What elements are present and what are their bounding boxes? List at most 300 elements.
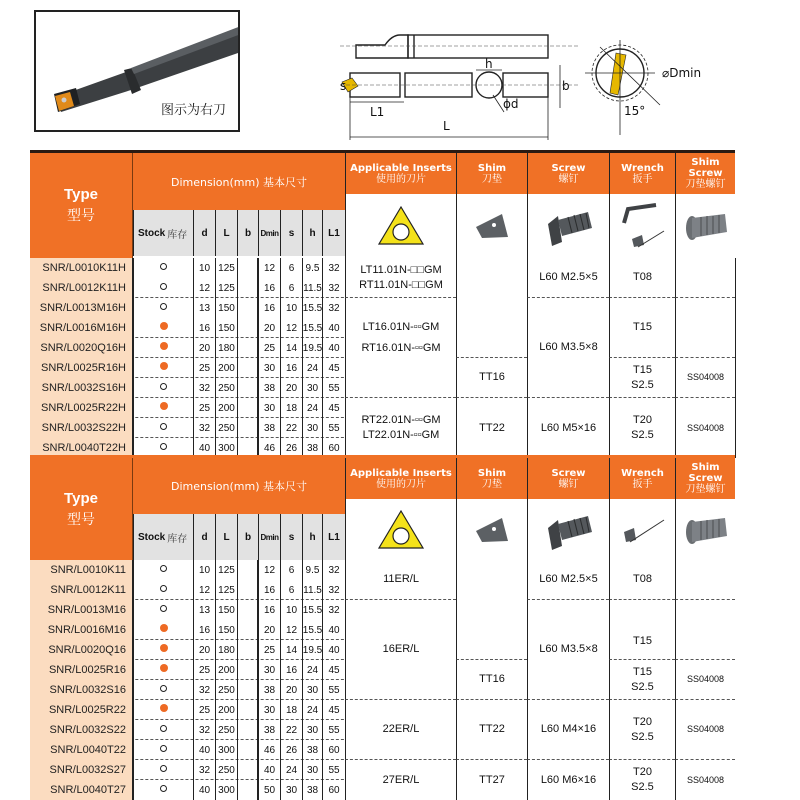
dim-l1: 55	[322, 680, 345, 700]
label-b: b	[562, 79, 570, 93]
dim-b	[237, 580, 258, 600]
dim-b	[237, 560, 258, 580]
dim-s: 26	[280, 438, 302, 458]
dim-d: 40	[193, 780, 215, 800]
inserts-group-22	[345, 700, 456, 760]
wrench-code: T20	[633, 414, 652, 426]
dim-s: 10	[280, 600, 302, 620]
screw-header	[527, 153, 609, 194]
dim-l1: 60	[322, 740, 345, 760]
wrench-group-4	[609, 700, 675, 760]
shim-screw-group-5	[675, 760, 735, 800]
holder-table-1	[30, 150, 735, 458]
dim-l1: 60	[322, 780, 345, 800]
col-header-l: L	[215, 514, 237, 560]
screw-code: L60 M2.5×5	[539, 271, 598, 283]
shim-tt22	[456, 398, 527, 458]
shim-header-zh: 刀垫	[482, 173, 502, 185]
dim-d: 25	[193, 700, 215, 720]
insert-code: 16ER/L	[382, 643, 420, 655]
col-header-l1: L1	[322, 210, 345, 256]
dim-l1: 55	[322, 378, 345, 398]
holder-table-2	[30, 458, 735, 800]
dim-d: 40	[193, 740, 215, 760]
dimension-header: Dimension(mm) 基本尺寸	[133, 458, 345, 514]
wrench-code: T15	[633, 321, 652, 333]
type-header-zh: 型号	[67, 208, 95, 224]
dim-h: 24	[302, 660, 322, 680]
insert-code: 22ER/L	[382, 723, 420, 735]
in-stock-dot-icon	[160, 342, 168, 350]
shim-code: TT16	[479, 673, 505, 685]
col-header-l1: L1	[322, 514, 345, 560]
dim-h: 30	[302, 378, 322, 398]
type-code: SNR/L0013M16H	[30, 298, 133, 318]
shim-screw-image-cell	[675, 499, 735, 560]
insert-code: RT16.01N-▫▫GM	[361, 341, 441, 354]
dim-dmin: 46	[258, 438, 280, 458]
wrench-code: T08	[633, 271, 652, 283]
out-of-stock-circle-icon	[160, 765, 167, 772]
dim-l: 180	[215, 640, 237, 660]
dim-s: 12	[280, 318, 302, 338]
insert-icon	[376, 508, 426, 552]
dim-l: 200	[215, 660, 237, 680]
stock-cell	[133, 720, 193, 740]
out-of-stock-circle-icon	[160, 383, 167, 390]
inserts-group-11	[345, 258, 456, 298]
dim-dmin: 25	[258, 640, 280, 660]
shim-screw-header-en: Shim Screw	[688, 462, 723, 484]
screw-code: L60 M5×16	[540, 421, 597, 434]
dim-l: 125	[215, 258, 237, 278]
shim-screw-header	[675, 458, 735, 499]
dim-b	[237, 278, 258, 298]
wrench-code: T20	[633, 766, 652, 778]
out-of-stock-circle-icon	[160, 283, 167, 290]
label-h: h	[485, 57, 493, 71]
type-code: SNR/L0013M16	[30, 600, 133, 620]
dim-l: 125	[215, 278, 237, 298]
out-of-stock-circle-icon	[160, 685, 167, 692]
wrench-group-1	[609, 560, 675, 600]
label-l: L	[443, 119, 450, 133]
stock-header-zh: 库存	[167, 229, 188, 241]
screw-code: L60 M3.5×8	[539, 341, 598, 353]
dim-s: 12	[280, 620, 302, 640]
out-of-stock-circle-icon	[160, 423, 167, 430]
dim-l1: 45	[322, 398, 345, 418]
screw-group-1	[527, 560, 609, 600]
dim-b	[237, 258, 258, 278]
shim-tt27	[456, 760, 527, 800]
type-code: SNR/L0020Q16H	[30, 338, 133, 358]
label-dmin: ⌀Dmin	[662, 66, 702, 80]
type-header-zh: 型号	[67, 511, 95, 528]
dim-b	[237, 338, 258, 358]
dim-b	[237, 780, 258, 800]
dim-h: 11.5	[302, 278, 322, 298]
dim-l1: 60	[322, 438, 345, 458]
inserts-header-zh: 使用的刀片	[376, 173, 426, 185]
wrench-icon	[618, 201, 668, 251]
type-code: SNR/L0020Q16	[30, 640, 133, 660]
wrench-code: S2.5	[631, 730, 654, 743]
stock-header-en: Stock	[138, 227, 166, 239]
dim-l1: 40	[322, 640, 345, 660]
shim-code: TT22	[479, 723, 505, 735]
in-stock-dot-icon	[160, 644, 168, 652]
dim-l: 250	[215, 760, 237, 780]
dim-d: 32	[193, 720, 215, 740]
stock-header-zh: 库存	[167, 533, 188, 545]
dim-s: 14	[280, 640, 302, 660]
screw-group-2	[527, 298, 609, 398]
type-code: SNR/L0032S27	[30, 760, 133, 780]
type-header-en: Type	[64, 489, 98, 507]
wrench-code: T20	[633, 715, 652, 728]
out-of-stock-circle-icon	[160, 725, 167, 732]
screw-icon	[544, 204, 594, 248]
dim-dmin: 16	[258, 278, 280, 298]
dim-s: 30	[280, 780, 302, 800]
dim-d: 12	[193, 278, 215, 298]
dim-dmin: 25	[258, 338, 280, 358]
inserts-group-16	[345, 600, 456, 700]
out-of-stock-circle-icon	[160, 443, 167, 450]
stock-cell	[133, 700, 193, 720]
wrench-code: T08	[633, 573, 652, 585]
shim-tt16	[456, 660, 527, 700]
dim-d: 20	[193, 640, 215, 660]
col-header-d: d	[193, 514, 215, 560]
dim-d: 32	[193, 418, 215, 438]
stock-cell	[133, 780, 193, 800]
dim-l1: 55	[322, 760, 345, 780]
wrench-group-2	[609, 298, 675, 358]
dim-d: 25	[193, 358, 215, 378]
in-stock-dot-icon	[160, 362, 168, 370]
dim-l1: 32	[322, 600, 345, 620]
screw-icon	[544, 508, 594, 552]
dim-b	[237, 680, 258, 700]
dim-b	[237, 378, 258, 398]
dim-d: 13	[193, 600, 215, 620]
stock-cell	[133, 378, 193, 398]
inserts-group-16	[345, 298, 456, 398]
dim-l: 150	[215, 298, 237, 318]
dim-b	[237, 398, 258, 418]
dim-h: 38	[302, 740, 322, 760]
dim-h: 19.5	[302, 640, 322, 660]
dim-l1: 32	[322, 258, 345, 278]
dim-l: 200	[215, 398, 237, 418]
wrench-header	[609, 153, 675, 194]
dim-d: 25	[193, 398, 215, 418]
shim-header-zh: 刀垫	[482, 478, 502, 490]
inserts-group-11	[345, 560, 456, 600]
stock-header	[133, 210, 193, 256]
dim-h: 30	[302, 680, 322, 700]
col-header-dmin: Dmin	[258, 514, 280, 560]
dim-d: 32	[193, 680, 215, 700]
shim-screw-code: SS04008	[686, 372, 725, 382]
insert-icon	[376, 204, 426, 248]
type-code: SNR/L0012K11H	[30, 278, 133, 298]
col-header-b: b	[237, 210, 258, 256]
stock-cell	[133, 418, 193, 438]
dim-h: 15.5	[302, 620, 322, 640]
inserts-header	[345, 458, 456, 499]
dim-b	[237, 298, 258, 318]
shim-screw-code: SS04008	[686, 674, 725, 684]
out-of-stock-circle-icon	[160, 785, 167, 792]
out-of-stock-circle-icon	[160, 745, 167, 752]
inserts-header-zh: 使用的刀片	[376, 478, 426, 490]
dim-l: 300	[215, 438, 237, 458]
stock-cell	[133, 560, 193, 580]
dim-l: 125	[215, 560, 237, 580]
wrench-code: T15	[633, 665, 652, 678]
stock-cell	[133, 258, 193, 278]
type-code: SNR/L0012K11	[30, 580, 133, 600]
dim-h: 15.5	[302, 298, 322, 318]
stock-cell	[133, 640, 193, 660]
dim-s: 16	[280, 358, 302, 378]
screw-code: L60 M6×16	[540, 773, 597, 786]
dim-h: 24	[302, 398, 322, 418]
stock-cell	[133, 740, 193, 760]
dim-dmin: 38	[258, 680, 280, 700]
wrench-image-cell	[609, 499, 675, 560]
dim-s: 20	[280, 378, 302, 398]
shim-screw-image-cell	[675, 194, 735, 258]
dim-l: 125	[215, 580, 237, 600]
dim-h: 19.5	[302, 338, 322, 358]
dim-s: 18	[280, 700, 302, 720]
screw-image-cell	[527, 194, 609, 258]
stock-cell	[133, 680, 193, 700]
dim-dmin: 40	[258, 760, 280, 780]
shim-screw-group-4	[675, 700, 735, 760]
stock-cell	[133, 278, 193, 298]
dim-h: 15.5	[302, 600, 322, 620]
out-of-stock-circle-icon	[160, 605, 167, 612]
shim-screw-group-3	[675, 358, 735, 398]
stock-cell	[133, 318, 193, 338]
shim-screw-group-4	[675, 398, 735, 458]
dim-l: 300	[215, 740, 237, 760]
type-code: SNR/L0016M16H	[30, 318, 133, 338]
shim-code: TT27	[479, 773, 505, 786]
type-code: SNR/L0032S16H	[30, 378, 133, 398]
dim-l1: 40	[322, 338, 345, 358]
shim-tt16	[456, 358, 527, 398]
type-code: SNR/L0032S22	[30, 720, 133, 740]
dim-dmin: 30	[258, 700, 280, 720]
wrench-code: T15	[633, 363, 652, 376]
dim-d: 20	[193, 338, 215, 358]
dim-b	[237, 660, 258, 680]
insert-code: LT11.01N-□□GM	[360, 263, 442, 276]
dim-l1: 32	[322, 298, 345, 318]
screw-header-en: Screw	[551, 467, 586, 479]
dim-b	[237, 418, 258, 438]
type-code: SNR/L0040T22H	[30, 438, 133, 458]
dim-d: 16	[193, 620, 215, 640]
dim-dmin: 30	[258, 398, 280, 418]
dim-d: 10	[193, 258, 215, 278]
dim-h: 15.5	[302, 318, 322, 338]
wrench-group-3	[609, 660, 675, 700]
inserts-group-27	[345, 760, 456, 800]
dim-b	[237, 760, 258, 780]
stock-header	[133, 514, 193, 560]
type-code: SNR/L0032S16	[30, 680, 133, 700]
wrench-icon	[618, 510, 668, 550]
dim-l1: 45	[322, 358, 345, 378]
dim-l1: 32	[322, 560, 345, 580]
type-code: SNR/L0025R16H	[30, 358, 133, 378]
wrench-image-cell	[609, 194, 675, 258]
dim-s: 20	[280, 680, 302, 700]
screw-group-4	[527, 760, 609, 800]
dim-h: 9.5	[302, 258, 322, 278]
dim-d: 13	[193, 298, 215, 318]
insert-code: LT16.01N-▫▫GM	[362, 320, 440, 333]
type-code: SNR/L0010K11H	[30, 258, 133, 278]
dim-s: 24	[280, 760, 302, 780]
shim-header	[456, 458, 527, 499]
dim-dmin: 46	[258, 740, 280, 760]
in-stock-dot-icon	[160, 704, 168, 712]
shim-code: TT16	[479, 371, 505, 383]
screw-group-1	[527, 258, 609, 298]
dim-dmin: 38	[258, 378, 280, 398]
label-d: ϕd	[503, 97, 519, 111]
dim-l: 250	[215, 378, 237, 398]
insert-code: RT22.01N-▫▫GM	[361, 414, 441, 426]
dim-d: 16	[193, 318, 215, 338]
wrench-code: S2.5	[631, 378, 654, 391]
dim-s: 26	[280, 740, 302, 760]
dim-h: 30	[302, 720, 322, 740]
dim-h: 11.5	[302, 580, 322, 600]
stock-cell	[133, 760, 193, 780]
dim-l1: 32	[322, 580, 345, 600]
dim-s: 6	[280, 258, 302, 278]
dim-l: 200	[215, 700, 237, 720]
shim-empty	[456, 258, 527, 358]
insert-image-cell	[345, 194, 456, 258]
dim-s: 6	[280, 560, 302, 580]
screw-group-3	[527, 700, 609, 760]
dim-h: 9.5	[302, 560, 322, 580]
col-header-l: L	[215, 210, 237, 256]
screw-header-zh: 螺钉	[558, 173, 579, 185]
dim-dmin: 38	[258, 418, 280, 438]
dim-d: 10	[193, 560, 215, 580]
screw-header	[527, 458, 609, 499]
col-header-s: s	[280, 514, 302, 560]
wrench-group-1	[609, 258, 675, 298]
stock-cell	[133, 338, 193, 358]
dim-d: 40	[193, 438, 215, 458]
col-header-b: b	[237, 514, 258, 560]
insert-image-cell	[345, 499, 456, 560]
shim-screw-empty	[675, 560, 735, 600]
dim-l1: 55	[322, 720, 345, 740]
wrench-group-5	[609, 760, 675, 800]
out-of-stock-circle-icon	[160, 303, 167, 310]
in-stock-dot-icon	[160, 664, 168, 672]
section-view-diagram	[580, 35, 730, 140]
photo-caption: 图示为右刀	[160, 103, 226, 118]
type-code: SNR/L0025R16	[30, 660, 133, 680]
type-code: SNR/L0010K11	[30, 560, 133, 580]
dim-l: 150	[215, 600, 237, 620]
dim-l1: 40	[322, 318, 345, 338]
dim-l1: 45	[322, 660, 345, 680]
dim-b	[237, 700, 258, 720]
dim-dmin: 50	[258, 780, 280, 800]
dim-d: 32	[193, 378, 215, 398]
type-code: SNR/L0025R22H	[30, 398, 133, 418]
stock-cell	[133, 358, 193, 378]
shim-screw-code: SS04008	[686, 724, 725, 734]
type-header	[30, 153, 133, 258]
col-header-dmin: Dmin	[258, 210, 280, 256]
shim-code: TT22	[479, 421, 505, 434]
dim-l: 200	[215, 358, 237, 378]
dim-l: 250	[215, 720, 237, 740]
screw-group-3	[527, 398, 609, 458]
in-stock-dot-icon	[160, 402, 168, 410]
dim-dmin: 12	[258, 258, 280, 278]
stock-cell	[133, 660, 193, 680]
dim-dmin: 16	[258, 298, 280, 318]
dim-h: 24	[302, 358, 322, 378]
dim-d: 32	[193, 760, 215, 780]
shim-screw-code: SS04008	[686, 422, 725, 433]
dim-b	[237, 600, 258, 620]
shim-screw-header	[675, 153, 735, 194]
wrench-header-en: Wrench	[621, 162, 664, 174]
screw-code: L60 M3.5×8	[539, 643, 598, 655]
col-header-h: h	[302, 514, 322, 560]
dim-dmin: 30	[258, 358, 280, 378]
dim-l1: 55	[322, 418, 345, 438]
wrench-group-3	[609, 358, 675, 398]
dim-b	[237, 358, 258, 378]
stock-header-en: Stock	[138, 531, 166, 543]
shim-screw-icon	[683, 206, 729, 246]
dim-s: 14	[280, 338, 302, 358]
dim-s: 6	[280, 580, 302, 600]
dim-s: 22	[280, 720, 302, 740]
dimension-header: Dimension(mm) 基本尺寸	[133, 153, 345, 210]
dim-dmin: 30	[258, 660, 280, 680]
type-code: SNR/L0025R22	[30, 700, 133, 720]
shim-screw-header-zh: 刀垫螺钉	[685, 484, 726, 495]
screw-group-2	[527, 600, 609, 700]
screw-header-en: Screw	[551, 162, 586, 174]
dim-s: 16	[280, 660, 302, 680]
shim-tt22	[456, 700, 527, 760]
dim-dmin: 16	[258, 580, 280, 600]
shim-header	[456, 153, 527, 194]
dim-l1: 40	[322, 620, 345, 640]
